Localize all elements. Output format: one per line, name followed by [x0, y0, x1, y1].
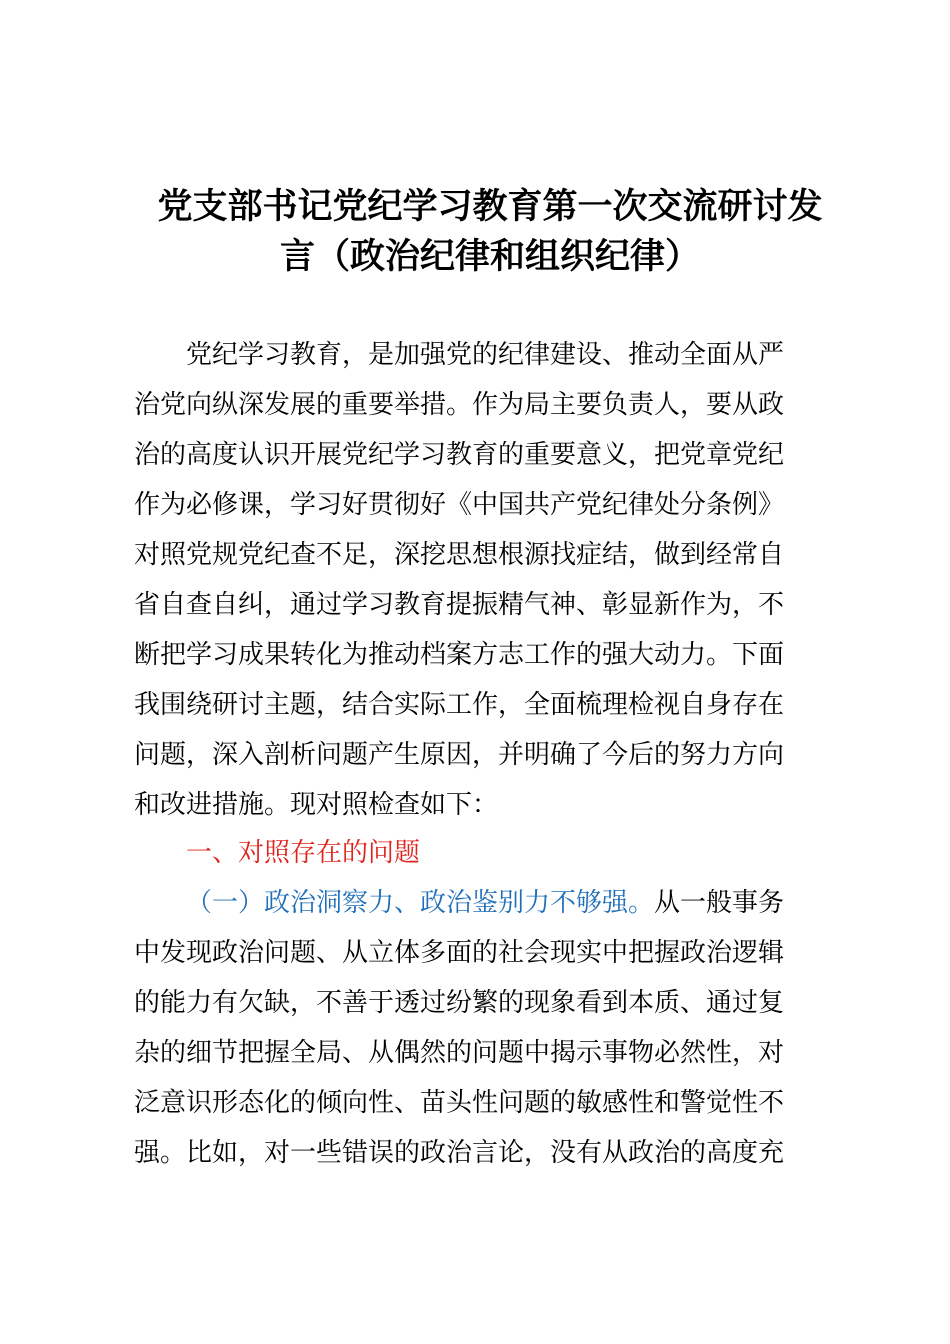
paragraph-text: 从一般事务 — [654, 888, 785, 918]
paragraph-line: 对照党规党纪查不足，深挖思想根源找症结，做到经常自 — [134, 540, 785, 570]
paragraph-line: 的能力有欠缺，不善于透过纷繁的现象看到本质、通过复 — [134, 988, 785, 1018]
paragraph-line: 断把学习成果转化为推动档案方志工作的强大动力。下面 — [134, 640, 785, 670]
title-line-1: 党支部书记党纪学习教育第一次交流研讨发 — [157, 187, 823, 227]
paragraph-line: 省自查自纠，通过学习教育提振精气神、彰显新作为，不 — [134, 590, 785, 620]
paragraph-line: 和改进措施。现对照检查如下： — [134, 790, 499, 820]
paragraph-line: 强。比如，对一些错误的政治言论，没有从政治的高度充 — [134, 1138, 785, 1168]
paragraph-line: 作为必修课，学习好贯彻好《中国共产党纪律处分条例》 — [134, 490, 785, 520]
paragraph-line: 党纪学习教育，是加强党的纪律建设、推动全面从严 — [186, 340, 785, 370]
section-heading: 一、对照存在的问题 — [186, 838, 421, 868]
title-line-2: 言（政治纪律和组织纪律） — [279, 237, 700, 277]
paragraph-line: 问题，深入剖析问题产生原因，并明确了今后的努力方向 — [134, 740, 785, 770]
section-1 — [134, 828, 834, 878]
paragraph-line: 中发现政治问题、从立体多面的社会现实中把握政治逻辑 — [134, 938, 785, 968]
paragraph-line: 泛意识形态化的倾向性、苗头性问题的敏感性和警觉性不 — [134, 1088, 785, 1118]
paragraph-line: 杂的细节把握全局、从偶然的问题中揭示事物必然性，对 — [134, 1038, 785, 1068]
paragraph-line: 治的高度认识开展党纪学习教育的重要意义，把党章党纪 — [134, 440, 785, 470]
document-title — [120, 182, 860, 282]
subsection-1-paragraph — [134, 878, 834, 1178]
intro-paragraph — [134, 330, 834, 830]
paragraph-line — [134, 878, 834, 928]
paragraph-line: 治党向纵深发展的重要举措。作为局主要负责人，要从政 — [134, 390, 785, 420]
subsection-heading: （一）政治洞察力、政治鉴别力不够强。 — [186, 888, 655, 918]
paragraph-line: 我围绕研讨主题，结合实际工作，全面梳理检视自身存在 — [134, 690, 785, 720]
